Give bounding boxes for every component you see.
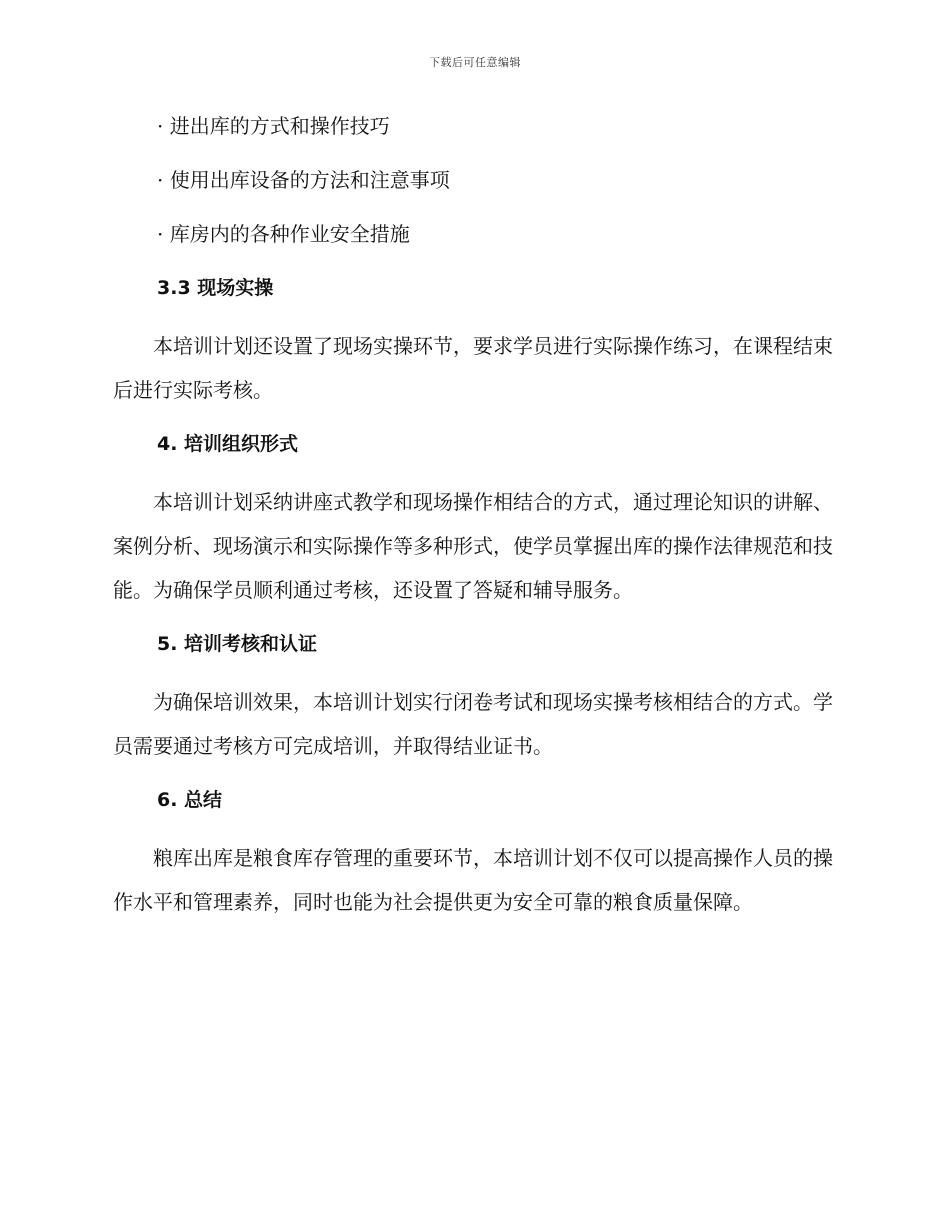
section-paragraph-4: 本培训计划采纳讲座式教学和现场操作相结合的方式，通过理论知识的讲解、案例分析、现场演示和实际操作等多种形式，使学员掌握出库的操作法律规范和技能。为确保学员顺利通过考核，还设置了答疑和辅导服务。 (113, 490, 833, 602)
section-paragraph-3-3: 本培训计划还设置了现场实操环节，要求学员进行实际操作练习，在课程结束后进行实际考核。 (113, 334, 833, 402)
document-body (113, 108, 833, 938)
section-heading-3-3: 3.3 现场实操 (157, 277, 274, 299)
bullet-item: · 进出库的方式和操作技巧 (157, 114, 390, 138)
section-paragraph-5: 为确保培训效果，本培训计划实行闭卷考试和现场实操考核相结合的方式。学员需要通过考核方可完成培训，并取得结业证书。 (113, 690, 833, 758)
bullet-item: · 使用出库设备的方法和注意事项 (157, 168, 450, 192)
section-heading-6: 6. 总结 (157, 789, 223, 811)
section-heading-5: 5. 培训考核和认证 (157, 633, 318, 655)
bullet-item: · 库房内的各种作业安全措施 (157, 222, 410, 246)
section-paragraph-6: 粮库出库是粮食库存管理的重要环节，本培训计划不仅可以提高操作人员的操作水平和管理素养，同时也能为社会提供更为安全可靠的粮食质量保障。 (113, 846, 833, 914)
section-heading-4: 4. 培训组织形式 (157, 433, 299, 455)
page-header: 下载后可任意编辑 (429, 56, 521, 69)
